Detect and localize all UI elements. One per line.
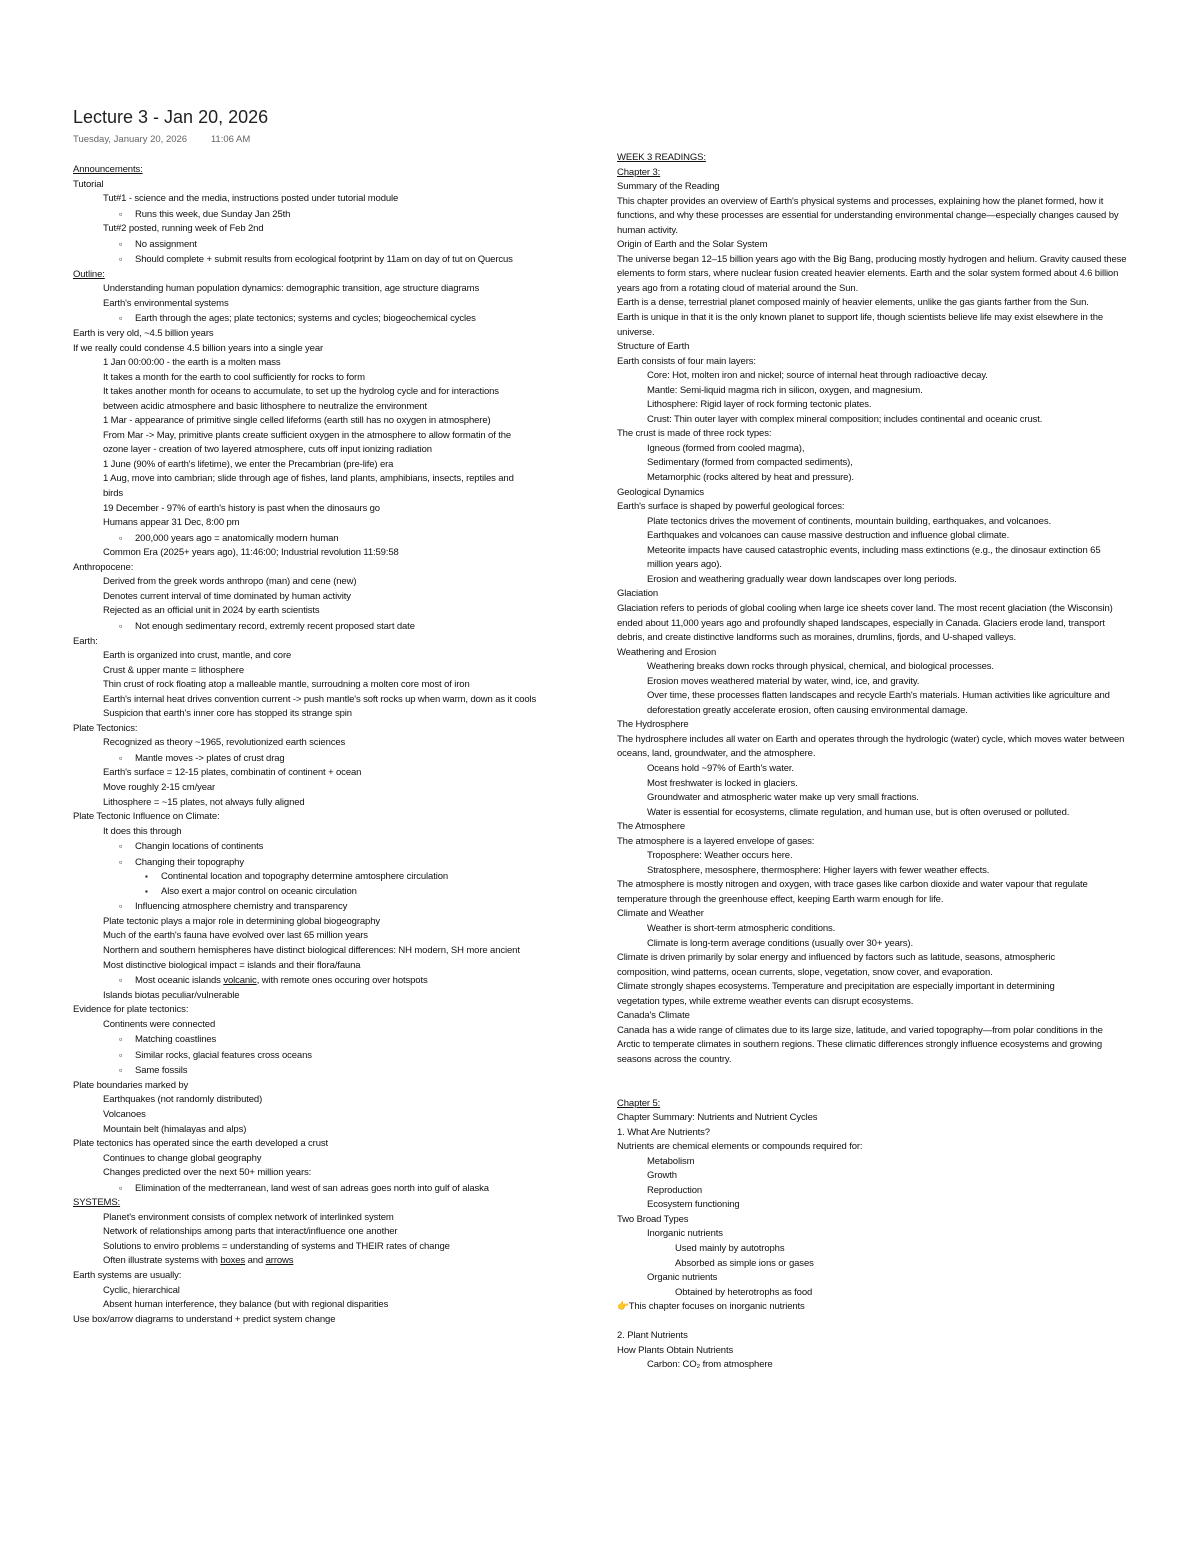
note-line: Chapter Summary: Nutrients and Nutrient Cycles	[617, 1112, 818, 1124]
note-text: and	[245, 1255, 266, 1267]
note-bullet: ▫ Changin locations of continents	[73, 839, 543, 855]
note-line: Plate tectonics has operated since the earth developed a crust	[73, 1138, 329, 1150]
note-line: Absent human interference, they balance (but with regional disparities	[103, 1299, 389, 1311]
note-line: 1 June (90% of earth's lifetime), we enter the Precambrian (pre-life) era	[103, 458, 394, 470]
note-line: 1 Aug, move into cambrian; slide through age of fishes, land plants, amphibians, insects, reptiles and birds	[103, 473, 514, 500]
note-line: It takes a month for the earth to cool sufficiently for rocks to form	[103, 371, 365, 383]
note-line: Most distinctive biological impact = islands and their flora/fauna	[103, 959, 361, 971]
note-line: Earthquakes (not randomly distributed)	[103, 1094, 263, 1106]
spacer	[617, 1315, 1137, 1330]
heading-chapter5: Chapter 5:	[617, 1097, 661, 1109]
note-line: Weathering and Erosion	[617, 646, 717, 658]
note-underlined: arrows	[265, 1255, 294, 1267]
note-line: Earth consists of four main layers:	[617, 355, 756, 367]
note-line: Weathering breaks down rocks through physical, chemical, and biological processes.	[647, 661, 994, 673]
note-bullet: ▫ Influencing atmosphere chemistry and transparency	[73, 899, 543, 915]
note-line: Earth's surface = 12-15 plates, combinatin of continent + ocean	[103, 767, 362, 779]
note-line: Understanding human population dynamics: demographic transition, age structure diagrams	[103, 283, 480, 295]
note-paragraph: Glaciation refers to periods of global cooling when large ice sheets cover land. The most recent glaciation (the Wisconsin) ended about 11,000 years ago and profoundly shaped landscapes, especially in Canada. Glaciers erode land, transport debris, and create distinctive landforms such as moraines, drumlins, fjords, and U-shaped valleys.	[617, 602, 1113, 644]
note-line: How Plants Obtain Nutrients	[617, 1344, 734, 1356]
note-line: 2. Plant Nutrients	[617, 1330, 688, 1342]
spacer	[617, 1082, 1137, 1097]
note-text: Most oceanic islands	[135, 975, 224, 987]
note-line: Earth is very old, ~4.5 billion years	[73, 328, 214, 340]
heading-announcements: Announcements:	[73, 164, 143, 175]
note-line: Changes predicted over the next 50+ million years:	[103, 1167, 312, 1179]
note-line: Earth's internal heat drives convention current -> push mantle's soft rocks up when warm, down as it cools	[103, 693, 537, 705]
note-line: Nutrients are chemical elements or compounds required for:	[617, 1141, 863, 1153]
note-line: Earthquakes and volcanoes can cause massive destruction and influence global climate.	[647, 530, 1010, 542]
note-line: Glaciation	[617, 588, 659, 600]
note-paragraph: Earth is a dense, terrestrial planet composed mainly of heavier elements, unlike the gas giants farther from the Sun.	[617, 297, 1089, 309]
note-line: Solutions to enviro problems = understanding of systems and THEIR rates of change	[103, 1240, 450, 1252]
note-line: Mantle: Semi-liquid magma rich in silicon, oxygen, and magnesium.	[647, 384, 923, 396]
note-line: It does this through	[103, 825, 182, 837]
note-line: Erosion and weathering gradually wear down landscapes over long periods.	[647, 573, 957, 585]
note-line: 👉This chapter focuses on inorganic nutrients	[617, 1301, 805, 1313]
note-line: Over time, these processes flatten landscapes and recycle Earth's materials. Human activities like agriculture and deforestation greatly accelerate erosion, often causing environmental damage.	[647, 690, 1110, 716]
note-line: Geological Dynamics	[617, 486, 704, 498]
note-line: Metabolism	[647, 1155, 695, 1167]
note-bullet: ▫ Mantle moves -> plates of crust drag	[73, 751, 543, 767]
note-line: Absorbed as simple ions or gases	[675, 1257, 814, 1269]
note-line: The Atmosphere	[617, 821, 686, 833]
note-line: Earth's environmental systems	[103, 297, 229, 309]
note-bullet: ▫ Should complete + submit results from ecological footprint by 11am on day of tut on Quercus	[73, 252, 535, 268]
page-title: Lecture 3 - Jan 20, 2026	[73, 107, 269, 127]
note-bullet: ▫ No assignment	[73, 237, 543, 253]
note-subbullet: ▪ Also exert a major control on oceanic circulation	[73, 885, 543, 900]
note-line: Meteorite impacts have caused catastrophic events, including mass extinctions (e.g., the dinosaur extinction 65 million years ago).	[647, 544, 1101, 571]
note-paragraph: The atmosphere is mostly nitrogen and oxygen, with trace gases like carbon dioxide and water vapour that regulate temperature through the greenhouse effect, keeping Earth warm enough for life.	[617, 879, 1088, 905]
note-line: Core: Hot, molten iron and nickel; source of internal heat through radioactive decay.	[647, 370, 988, 382]
note-bullet: ▫ 200,000 years ago = anatomically modern human	[73, 531, 543, 547]
note-line: Continents were connected	[103, 1018, 216, 1030]
note-line: The atmosphere is a layered envelope of gases:	[617, 835, 815, 847]
note-bullet: ▫ Matching coastlines	[73, 1032, 543, 1048]
lecture-notes-column	[73, 163, 543, 1327]
note-line: Plate tectonic plays a major role in determining global biogeography	[103, 915, 381, 927]
note-line: Humans appear 31 Dec, 8:00 pm	[103, 517, 240, 529]
note-line: Metamorphic (rocks altered by heat and pressure).	[647, 472, 854, 484]
note-line: It takes another month for oceans to accumulate, to set up the hydrolog cycle and for interactions between acidic atmosphere and basic lithosphere to neutralize the environment	[103, 386, 499, 412]
note-underlined: volcanic	[223, 975, 257, 987]
heading-week3-readings: WEEK 3 READINGS:	[617, 152, 706, 163]
note-line: Lithosphere: Rigid layer of rock forming tectonic plates.	[647, 399, 872, 411]
note-line: Canada's Climate	[617, 1010, 690, 1022]
note-bullet: ▫ Elimination of the medterranean, land west of san adreas goes north into gulf of alaska	[73, 1181, 530, 1197]
heading-systems: SYSTEMS:	[73, 1197, 121, 1209]
note-line: Much of the earth's fauna have evolved over last 65 million years	[103, 930, 368, 942]
readings-column	[617, 151, 1137, 1373]
note-line: Most freshwater is locked in glaciers.	[647, 777, 798, 789]
note-line: Plate Tectonic Influence on Climate:	[73, 811, 220, 823]
heading-chapter3: Chapter 3:	[617, 166, 661, 178]
note-line: Planet's environment consists of complex network of interlinked system	[103, 1211, 394, 1223]
note-line: Rejected as an official unit in 2024 by earth scientists	[103, 605, 320, 617]
note-line: Water is essential for ecosystems, climate regulation, and human use, but is often overused or polluted.	[647, 806, 1070, 818]
note-line: Lithosphere = ~15 plates, not always fully aligned	[103, 796, 305, 808]
note-line: Move roughly 2-15 cm/year	[103, 781, 216, 793]
note-line: Northern and southern hemispheres have distinct biological differences: NH modern, SH more ancient	[103, 944, 520, 956]
note-line: Tut#2 posted, running week of Feb 2nd	[103, 223, 264, 235]
note-line: Mountain belt (himalayas and alps)	[103, 1123, 247, 1135]
note-line: Earth systems are usually:	[73, 1270, 182, 1282]
note-paragraph: The universe began 12–15 billion years ago with the Big Bang, producing mostly hydrogen and helium. Gravity caused these elements to form stars, where nuclear fusion created heavier elements. Earth and the solar system formed about 4.6 billion years ago from a rotating cloud of material around the Sun.	[617, 253, 1127, 294]
note-line: 1 Mar - appearance of primitive single celled lifeforms (earth still has no oxygen in atmosphere)	[103, 415, 491, 427]
note-line: Climate and Weather	[617, 908, 704, 920]
note-line	[73, 1254, 543, 1269]
note-line: From Mar -> May, primitive plants create sufficient oxygen in the atmosphere to allow formatin of the ozone layer - creation of two layered atmosphere, cuts off input ionizing radiation	[103, 429, 512, 456]
note-line: Crust: Thin outer layer with complex mineral composition; includes continental and oceanic crust.	[647, 413, 1043, 425]
note-line: Volcanoes	[103, 1109, 146, 1120]
note-line: Used mainly by autotrophs	[675, 1243, 785, 1255]
note-line: Growth	[647, 1170, 677, 1182]
page-date: Tuesday, January 20, 2026	[73, 134, 188, 145]
note-line: Cyclic, hierarchical	[103, 1284, 180, 1296]
note-bullet: ▫ Changing their topography	[73, 855, 543, 871]
note-line: Continues to change global geography	[103, 1152, 262, 1164]
note-line: Islands biotas peculiar/vulnerable	[103, 989, 240, 1001]
note-line: Network of relationships among parts that interact/influence one another	[103, 1226, 398, 1238]
note-text: Often illustrate systems with	[103, 1255, 221, 1267]
note-line: Stratosphere, mesosphere, thermosphere: Higher layers with fewer weather effects.	[647, 864, 990, 876]
note-underlined: boxes	[220, 1255, 246, 1267]
note-line: If we really could condense 4.5 billion years into a single year	[73, 342, 324, 354]
note-paragraph: Climate strongly shapes ecosystems. Temperature and precipitation are especially important in determining vegetation types, while extreme weather events can disrupt ecosystems.	[617, 981, 1055, 1007]
note-paragraph: Earth is unique in that it is the only known planet to support life, though scientists believe life may exist elsewhere in the universe.	[617, 312, 1104, 338]
note-line: Earth is organized into crust, mantle, and core	[103, 650, 292, 662]
note-line: Two Broad Types	[617, 1213, 689, 1225]
heading-outline: Outline:	[73, 268, 105, 280]
note-text: , with remote ones occuring over hotspots	[256, 975, 428, 987]
note-line: Inorganic nutrients	[647, 1228, 723, 1240]
note-bullet: ▫ Runs this week, due Sunday Jan 25th	[73, 207, 543, 223]
note-line: Sedimentary (formed from compacted sediments),	[647, 457, 853, 469]
note-paragraph: Climate is driven primarily by solar energy and influenced by factors such as latitude, seasons, atmospheric composition, wind patterns, ocean currents, slope, vegetation, snow cover, and evaporation.	[617, 952, 1055, 978]
page-meta	[73, 134, 250, 145]
note-line: Oceans hold ~97% of Earth's water.	[647, 762, 794, 774]
note-line: Earth's surface is shaped by powerful geological forces:	[617, 501, 845, 513]
note-line: Evidence for plate tectonics:	[73, 1004, 189, 1016]
note-bullet: ▫ Similar rocks, glacial features cross oceans	[73, 1048, 543, 1064]
note-line: Organic nutrients	[647, 1272, 718, 1284]
note-line: Origin of Earth and the Solar System	[617, 239, 768, 251]
note-line: Summary of the Reading	[617, 181, 720, 193]
note-line: Weather is short-term atmospheric conditions.	[647, 922, 836, 934]
page-time: 11:06 AM	[210, 134, 251, 145]
note-bullet: ▫ Not enough sedimentary record, extremly recent proposed start date	[73, 619, 543, 635]
note-line: Carbon: CO₂ from atmosphere	[647, 1359, 773, 1371]
note-paragraph: The hydrosphere includes all water on Earth and operates through the hydrologic (water) cycle, which moves water between oceans, land, groundwater, and the atmosphere.	[617, 733, 1125, 760]
note-line: Groundwater and atmospheric water make up very small fractions.	[647, 792, 919, 804]
note-line: Crust & upper mante = lithosphere	[103, 664, 244, 676]
note-line: Climate is long-term average conditions (usually over 30+ years).	[647, 937, 913, 949]
spacer	[617, 1067, 1137, 1082]
note-line: Ecosystem functioning	[647, 1199, 740, 1211]
note-line: Tut#1 - science and the media, instructions posted under tutorial module	[103, 193, 399, 205]
note-line: Thin crust of rock floating atop a malleable mantle, surroudning a molten core most of iron	[103, 679, 470, 691]
note-line: Troposphere: Weather occurs here.	[647, 850, 793, 862]
note-line: The crust is made of three rock types:	[617, 428, 772, 440]
note-line: Common Era (2025+ years ago), 11:46:00; Industrial revolution 11:59:58	[103, 547, 399, 559]
note-paragraph: Canada has a wide range of climates due to its large size, latitude, and varied topography—from polar conditions in the Arctic to temperate climates in southern regions. These climatic differences strongly influence ecosystems and growing seasons across the country.	[617, 1024, 1103, 1065]
note-line: Suspicion that earth's inner core has stopped its strange spin	[103, 708, 352, 720]
note-bullet: ▫ Earth through the ages; plate tectonics; systems and cycles; biogeochemical cycles	[73, 311, 543, 327]
note-line: Reproduction	[647, 1184, 703, 1196]
note-line: Use box/arrow diagrams to understand + predict system change	[73, 1313, 336, 1325]
note-line: Denotes current interval of time dominated by human activity	[103, 590, 351, 602]
note-bullet: ▫ Same fossils	[73, 1063, 543, 1079]
note-bullet	[73, 973, 543, 989]
note-subbullet: ▪ Continental location and topography determine amtosphere circulation	[73, 870, 543, 885]
note-line: Plate Tectonics:	[73, 722, 138, 734]
note-line: Plate tectonics drives the movement of continents, mountain building, earthquakes, and volcanoes.	[647, 515, 1051, 527]
note-line: Earth:	[73, 635, 98, 647]
note-line: Tutorial	[73, 178, 104, 190]
note-line: Derived from the greek words anthropo (man) and cene (new)	[103, 576, 357, 588]
note-line: Plate boundaries marked by	[73, 1079, 189, 1091]
note-line: 19 December - 97% of earth's history is past when the dinosaurs go	[103, 502, 380, 514]
note-line: 1 Jan 00:00:00 - the earth is a molten mass	[103, 357, 281, 369]
note-paragraph: This chapter provides an overview of Earth's physical systems and processes, explaining how the planet formed, how it functions, and why these processes are essential for understanding environmental change—especially changes caused by human activity.	[617, 195, 1119, 236]
note-line: Anthropocene:	[73, 561, 134, 573]
note-line: Igneous (formed from cooled magma),	[647, 442, 805, 454]
note-line: Erosion moves weathered material by water, wind, ice, and gravity.	[647, 675, 920, 687]
note-line: Structure of Earth	[617, 341, 690, 353]
note-line: The Hydrosphere	[617, 719, 689, 731]
note-line: Obtained by heterotrophs as food	[675, 1286, 813, 1298]
note-line: 1. What Are Nutrients?	[617, 1126, 710, 1138]
note-line: Recognized as theory ~1965, revolutionized earth sciences	[103, 737, 346, 749]
